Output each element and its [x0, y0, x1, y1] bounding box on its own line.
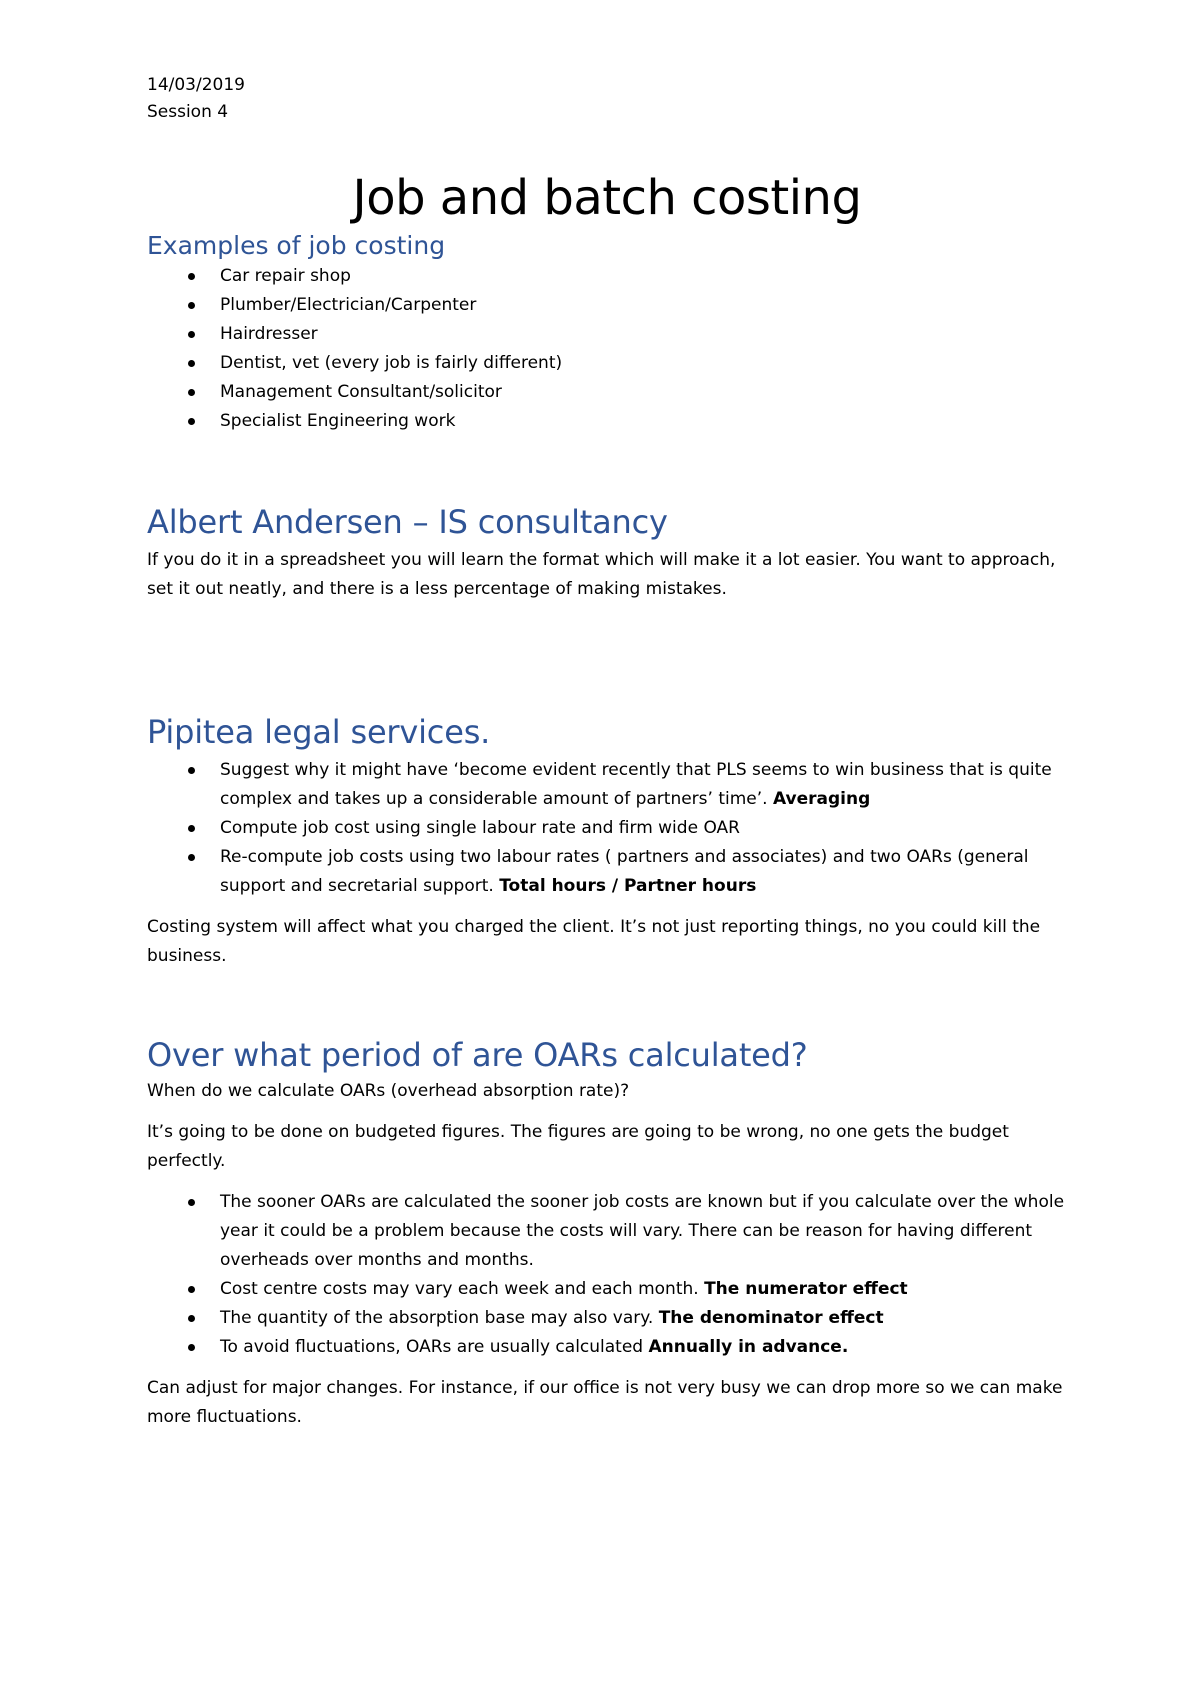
list-item: Suggest why it might have ‘become evident recently that PLS seems to win business that is quite complex and takes up a considerable amount of partners’ time’. Averaging: [147, 756, 1067, 814]
bullet-icon: [188, 273, 195, 280]
oars-paragraph-1: It’s going to be done on budgeted figures. The figures are going to be wrong, no one gets the budget perfectly.: [147, 1122, 1009, 1171]
bullet-icon: [188, 302, 195, 309]
albert-paragraph: If you do it in a spreadsheet you will learn the format which will make it a lot easier. You want to approach, set it out neatly, and there is a less percentage of making mistakes.: [147, 550, 1056, 599]
document-session: Session 4: [147, 102, 229, 122]
bullet-icon: [188, 1286, 195, 1293]
bullet-icon: [188, 767, 195, 774]
bullet-icon: [188, 854, 195, 861]
list-item: To avoid fluctuations, OARs are usually calculated Annually in advance.: [147, 1333, 1067, 1362]
oars-question: When do we calculate OARs (overhead absorption rate)?: [147, 1081, 630, 1101]
list-item: The quantity of the absorption base may also vary. The denominator effect: [147, 1304, 1067, 1333]
list-item: Plumber/Electrician/Carpenter: [147, 291, 1067, 320]
list-item: Re-compute job costs using two labour rates ( partners and associates) and two OARs (general support and secretarial support. Total hours / Partner hours: [147, 843, 1067, 901]
examples-list: [147, 262, 1067, 436]
list-item: Specialist Engineering work: [147, 407, 1067, 436]
list-item: Cost centre costs may vary each week and each month. The numerator effect: [147, 1275, 1067, 1304]
pipitea-heading: Pipitea legal services.: [147, 713, 491, 751]
oars-list: [147, 1188, 1067, 1362]
document-title: Job and batch costing: [352, 170, 862, 226]
list-item: Management Consultant/solicitor: [147, 378, 1067, 407]
bullet-icon: [188, 331, 195, 338]
examples-heading: Examples of job costing: [147, 231, 446, 260]
bullet-icon: [188, 825, 195, 832]
list-item: Hairdresser: [147, 320, 1067, 349]
document-content: [147, 72, 1067, 1432]
bullet-icon: [188, 360, 195, 367]
list-item: Compute job cost using single labour rate and firm wide OAR: [147, 814, 1067, 843]
bullet-icon: [188, 418, 195, 425]
oars-heading: Over what period of are OARs calculated?: [147, 1036, 808, 1074]
list-item: Car repair shop: [147, 262, 1067, 291]
bullet-icon: [188, 389, 195, 396]
bullet-icon: [188, 1315, 195, 1322]
albert-heading: Albert Andersen – IS consultancy: [147, 503, 668, 541]
list-item: The sooner OARs are calculated the sooner job costs are known but if you calculate over the whole year it could be a problem because the costs will vary. There can be reason for having different overheads over months and months.: [147, 1188, 1067, 1275]
bullet-icon: [188, 1199, 195, 1206]
pipitea-paragraph: Costing system will affect what you charged the client. It’s not just reporting things, no you could kill the business.: [147, 917, 1041, 966]
list-item: Dentist, vet (every job is fairly different): [147, 349, 1067, 378]
oars-paragraph-2: Can adjust for major changes. For instance, if our office is not very busy we can drop more so we can make more fluctuations.: [147, 1378, 1063, 1427]
pipitea-list: [147, 756, 1067, 901]
document-date: 14/03/2019: [147, 75, 245, 95]
bullet-icon: [188, 1344, 195, 1351]
